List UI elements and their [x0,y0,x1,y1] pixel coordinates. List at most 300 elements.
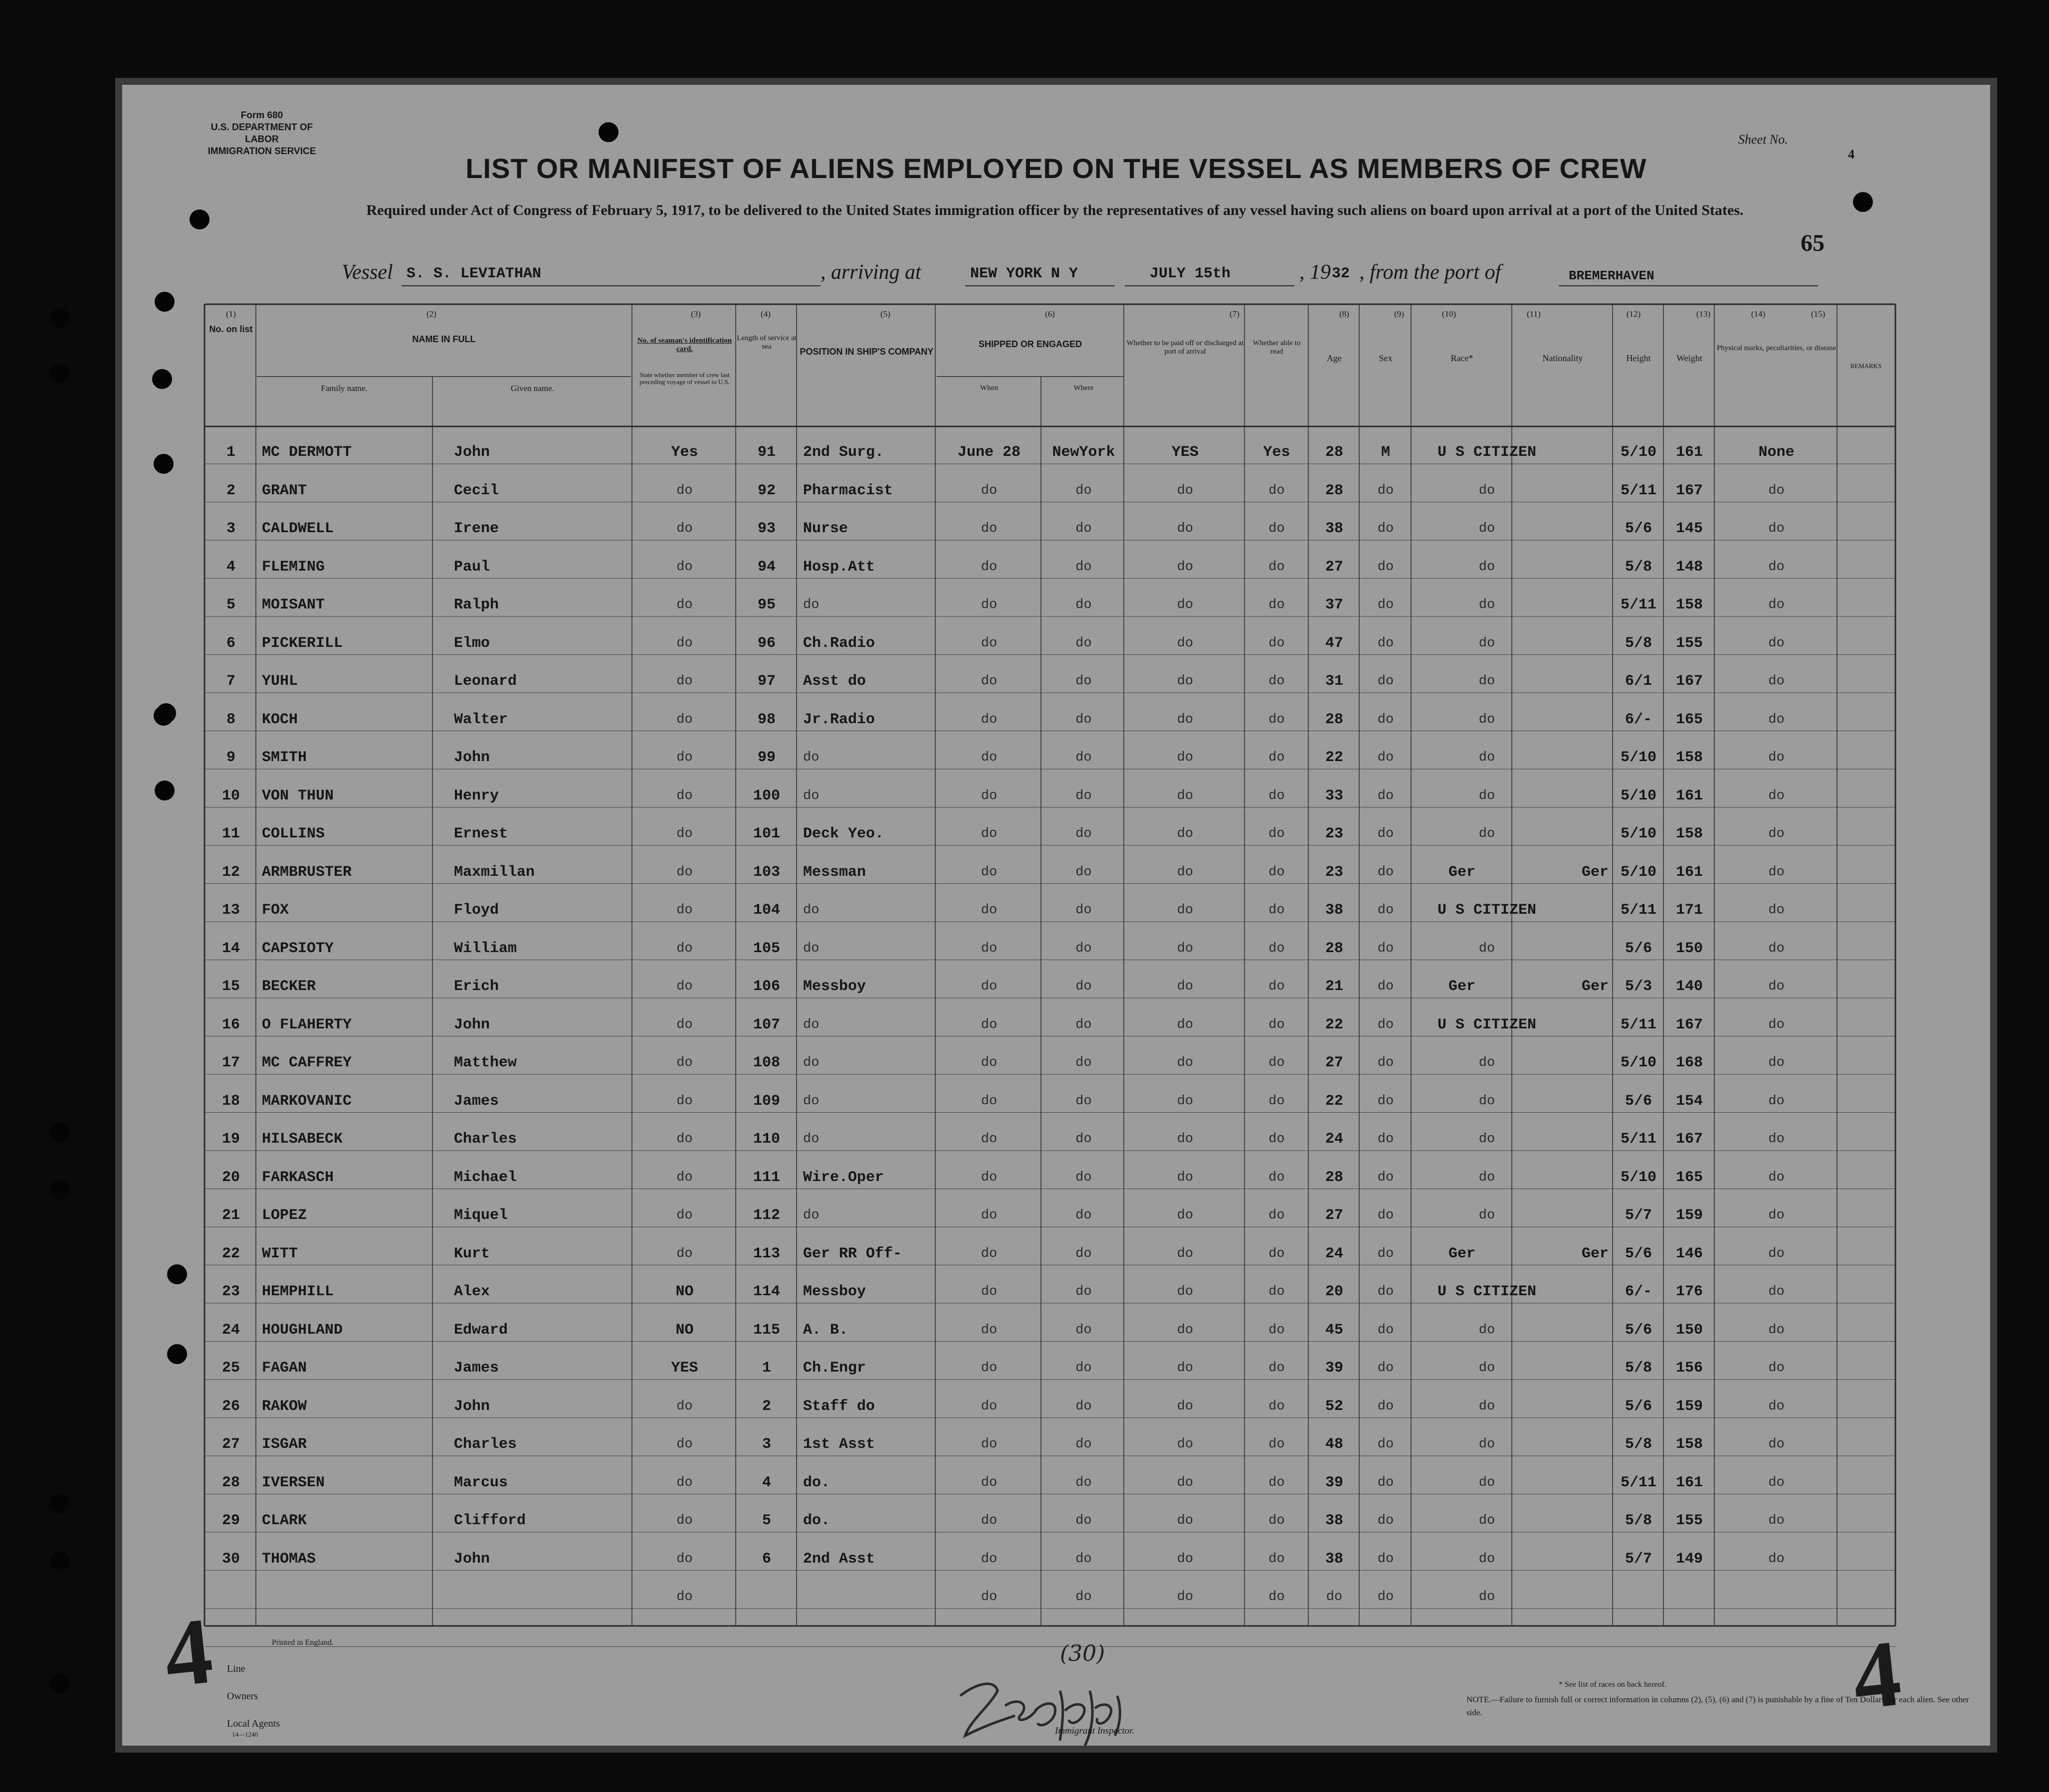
cell-height: 5/10 [1620,749,1656,766]
header-given-name: Given name. [511,384,554,393]
cell-service: 94 [757,558,776,576]
cell-service: 111 [753,1169,780,1186]
race-note: * See list of races on back hereof. [1559,1680,1666,1689]
binder-hole [50,1122,70,1142]
cell-position: do [803,750,820,765]
cell-race: do [1478,1093,1495,1109]
cell-given-name: Charles [454,1436,517,1453]
cell-no: 3 [226,520,235,537]
cell-given-name: Floyd [454,902,499,919]
cell-marks: do [1768,1093,1785,1109]
cell-age: 20 [1325,1283,1343,1300]
cell-weight: 165 [1675,711,1703,728]
cell-race: do [1478,826,1495,841]
cell-sex: do [1377,750,1394,765]
cell-family-name: MOISANT [262,597,325,613]
cell-read: do [1268,1093,1285,1109]
cell-position: Pharmacist [803,482,893,499]
cell-no: 26 [221,1397,240,1415]
cell-race: do [1478,1475,1495,1490]
cell-race: do [1478,1170,1495,1185]
departure-port-value: BREMERHAVEN [1569,268,1654,283]
cell-race: U S CITIZEN [1437,902,1537,919]
cell-paid: do [1177,750,1194,765]
cell-family-name: FAGAN [262,1360,307,1377]
cell-given-name: Irene [454,520,499,537]
cell-no: 10 [221,787,240,804]
cell-card: do [676,1055,693,1070]
cell-when: do [981,788,998,803]
cell-read: do [1268,1132,1285,1147]
cell-weight: 148 [1675,558,1703,576]
cell-sex: do [1377,1246,1394,1261]
cell-no: 15 [221,978,240,995]
cell-card: NO [675,1321,694,1339]
cell-family-name: FLEMING [262,558,325,576]
cell-read: do [1268,1208,1285,1223]
cell-family-name: CALDWELL [262,520,334,537]
cell-height: 5/10 [1620,1054,1656,1071]
cell-height: 5/10 [1620,825,1656,842]
header-shipped-engaged: SHIPPED OR ENGAGED [978,339,1082,349]
cell-paid: YES [1171,444,1199,461]
cell-read: do [1268,788,1285,803]
cell-service: 3 [762,1436,771,1453]
cell-card: do [676,903,693,918]
cell-marks: do [1768,1284,1785,1299]
cell-given-name: John [454,1550,490,1568]
cell-age: 23 [1325,863,1343,881]
colno: (6) [1045,309,1055,319]
cell-no: 18 [221,1092,240,1110]
cell-age: 39 [1325,1360,1343,1377]
cell-race: do [1478,1322,1495,1338]
cell-given-name: Maxmillan [454,863,535,881]
cell-marks: do [1768,1361,1785,1376]
cell-family-name: THOMAS [262,1550,316,1568]
cell-position: Staff do [803,1397,875,1415]
arrival-port-value: NEW YORK N Y [970,265,1078,282]
cell-weight: 161 [1675,444,1703,461]
cell-read: do [1268,712,1285,727]
cell-sex: do [1377,483,1394,498]
cell-paid: do [1177,1322,1194,1338]
cell-height: 5/10 [1620,863,1656,881]
cell-age: 37 [1325,597,1343,613]
cell-where: do [1075,1208,1092,1223]
cell-read: do [1268,1398,1285,1414]
cell-position: Wire.Oper [803,1169,884,1186]
cell-family-name: CLARK [262,1512,307,1529]
cell-card: do [676,1475,693,1490]
binder-hole [50,1673,70,1693]
cell-marks: do [1768,521,1785,536]
total-count: (30) [1060,1641,1105,1666]
cell-where: do [1075,1475,1092,1490]
cell-sex: do [1377,1170,1394,1185]
header-seamans-card: No. of seaman's identification card. [637,337,732,353]
cell-where: do [1075,1055,1092,1070]
cell-family-name: LOPEZ [262,1207,307,1224]
cell-sex: do [1377,521,1394,536]
cell-marks: do [1768,1513,1785,1528]
cell-marks: do [1768,1437,1785,1452]
cell-where: do [1075,635,1092,651]
cell-no: 30 [221,1550,240,1568]
cell-marks: do [1768,864,1785,880]
cell-position: do [803,1017,820,1032]
cell-given-name: Miquel [454,1207,508,1224]
cell-position: do. [803,1512,830,1529]
cell-when: do [981,1322,998,1338]
cell-when: do [981,941,998,956]
local-agents-label: Local Agents [227,1718,280,1729]
cell-marks: do [1768,635,1785,651]
header-position: POSITION IN SHIP'S COMPANY [800,347,934,357]
cell-race: Ger [1448,1245,1475,1262]
cell-no: 7 [226,673,235,690]
cell-service: 105 [753,940,780,957]
cell-age: 52 [1325,1397,1343,1415]
cell-marks: do [1768,1208,1785,1223]
cell-position: Messman [803,863,866,881]
colno: (10) [1441,309,1456,319]
cell-read: do [1268,483,1285,498]
cell-paid: do [1177,597,1194,612]
cell-nationality: Ger [1581,978,1609,995]
cell-where: do [1075,1017,1092,1032]
cell-sex: do [1377,1437,1394,1452]
cell-read: do [1268,635,1285,651]
department-label: U.S. DEPARTMENT OF LABOR [210,122,313,145]
cell-race: do [1478,788,1495,803]
cell-when: do [981,1246,998,1261]
cell-service: 115 [753,1321,780,1339]
cell-given-name: Erich [454,978,499,995]
cell-weight: 168 [1675,1054,1703,1071]
colno: (7) [1229,309,1239,319]
cell-height: 5/6 [1625,1245,1652,1262]
cell-race: do [1478,1437,1495,1452]
cell-paid: do [1177,979,1194,994]
cell-height: 5/11 [1620,597,1656,613]
cell-sex: do [1377,1322,1394,1338]
cell-height: 5/10 [1620,444,1656,461]
cell-when: do [981,1208,998,1223]
header-when: When [980,384,998,392]
cell-family-name: COLLINS [262,825,325,842]
page-number-left: 4 [159,1598,217,1708]
cell-sex: do [1377,559,1394,575]
cell-sex: do [1377,864,1394,880]
cell-card: do [676,712,693,727]
cell-race: do [1478,521,1495,536]
cell-service: 104 [753,902,780,919]
cell-where: do [1075,1246,1092,1261]
cell-age: 22 [1325,749,1343,766]
cell-age: 28 [1325,1169,1343,1186]
cell-weight: 161 [1675,1474,1703,1491]
cell-race: do [1478,1551,1495,1567]
cell-height: 5/3 [1625,978,1652,995]
cell-service: 95 [757,597,776,613]
cell-weight: 156 [1675,1360,1703,1377]
cell-weight: 150 [1675,940,1703,957]
cell-where: do [1075,1398,1092,1414]
header-remarks: REMARKS [1850,362,1882,370]
cell-age: 28 [1325,940,1343,957]
cell-sex: do [1377,1398,1394,1414]
cell-sex: do [1377,712,1394,727]
cell-race: do [1478,635,1495,651]
cell-card: do [676,559,693,575]
year-value: 32 [1332,265,1350,282]
cell-when: do [981,1093,998,1109]
colno: (13) [1696,309,1711,319]
cell-when: do [981,750,998,765]
cell-position: do [803,788,820,803]
cell-given-name: Leonard [454,673,517,690]
cell-race: do [1478,1590,1495,1604]
colno: (9) [1394,309,1404,319]
vessel-value: S. S. LEVIATHAN [407,265,542,282]
cell-nationality: Ger [1581,1245,1609,1262]
cell-weight: 146 [1675,1245,1703,1262]
cell-card: do [676,1208,693,1223]
cell-paid: do [1177,1017,1194,1032]
cell-read: do [1268,864,1285,880]
cell-position: Ch.Engr [803,1360,866,1377]
cell-height: 5/8 [1625,634,1652,652]
cell-service: 4 [762,1474,771,1491]
cell-service: 2 [762,1397,771,1415]
cell-service: 106 [753,978,780,995]
cell-position: Deck Yeo. [803,825,884,842]
cell-race: do [1478,1361,1495,1376]
cell-position: Ch.Radio [803,634,875,652]
cell-where: do [1075,1590,1092,1604]
cell-age: do [1326,1590,1343,1604]
cell-given-name: Cecil [454,482,499,499]
cell-read: do [1268,1590,1285,1604]
cell-height: 6/- [1625,711,1652,728]
line-label: Line [227,1663,245,1674]
cell-race: do [1478,1132,1495,1147]
cell-paid: do [1177,1398,1194,1414]
cell-read: do [1268,1322,1285,1338]
service-label: IMMIGRATION SERVICE [207,146,316,157]
cell-read: do [1268,1017,1285,1032]
cell-height: 5/10 [1620,1169,1656,1186]
cell-weight: 158 [1675,1436,1703,1453]
cell-card: do [676,1590,693,1604]
cell-race: do [1478,1055,1495,1070]
cell-position: do [803,1093,820,1109]
cell-no: 5 [226,597,235,613]
cell-read: do [1268,903,1285,918]
cell-paid: do [1177,1132,1194,1147]
cell-age: 22 [1325,1092,1343,1110]
cell-weight: 159 [1675,1207,1703,1224]
cell-where: do [1075,712,1092,727]
cell-age: 24 [1325,1131,1343,1148]
cell-when: do [981,1398,998,1414]
cell-no: 28 [221,1474,240,1491]
cell-paid: do [1177,1093,1194,1109]
cell-when: do [981,1170,998,1185]
cell-card: do [676,1398,693,1414]
from-label: , from the port of [1359,261,1501,284]
cell-weight: 158 [1675,825,1703,842]
cell-height: 5/7 [1625,1550,1652,1568]
cell-card: do [676,597,693,612]
cell-when: do [981,1475,998,1490]
cell-height: 5/6 [1625,520,1652,537]
cell-paid: do [1177,826,1194,841]
cell-sex: do [1377,597,1394,612]
cell-read: do [1268,750,1285,765]
cell-read: do [1268,1437,1285,1452]
cell-family-name: ISGAR [262,1436,307,1453]
header-name-in-full: NAME IN FULL [412,334,476,344]
cell-when: do [981,1055,998,1070]
cell-no: 19 [221,1131,240,1148]
cell-card: do [676,1093,693,1109]
cell-race: do [1478,674,1495,689]
cell-weight: 155 [1675,634,1703,652]
vessel-label: Vessel [342,261,393,284]
cell-family-name: IVERSEN [262,1474,325,1491]
cell-weight: 167 [1675,482,1703,499]
cell-position: 1st Asst [803,1436,875,1453]
cell-age: 23 [1325,825,1343,842]
cell-read: do [1268,979,1285,994]
cell-where: do [1075,483,1092,498]
cell-height: 5/11 [1620,1131,1656,1148]
cell-position: A. B. [803,1321,848,1339]
cell-sex: M [1381,444,1390,461]
cell-when: do [981,597,998,612]
cell-where: do [1075,864,1092,880]
cell-no: 16 [221,1016,240,1033]
cell-paid: do [1177,1437,1194,1452]
cell-marks: do [1768,941,1785,956]
cell-height: 5/7 [1625,1207,1652,1224]
cell-no: 9 [226,749,235,766]
cell-when: June 28 [957,444,1021,461]
header-where: Where [1073,384,1094,392]
cell-service: 110 [753,1131,780,1148]
cell-paid: do [1177,1475,1194,1490]
cell-age: 31 [1325,673,1343,690]
header-no-on-list: No. on list [209,324,253,334]
colno: (15) [1811,309,1826,319]
cell-weight: 167 [1675,1131,1703,1148]
cell-card: do [676,864,693,880]
cell-race: U S CITIZEN [1437,444,1537,461]
cell-card: do [676,979,693,994]
cell-height: 5/8 [1625,558,1652,576]
header-nationality: Nationality [1542,353,1583,363]
cell-no: 22 [221,1245,240,1262]
cell-race: U S CITIZEN [1437,1283,1537,1300]
cell-read: do [1268,559,1285,575]
cell-service: 107 [753,1016,780,1033]
cell-when: do [981,1590,998,1604]
cell-family-name: MC CAFFREY [262,1054,352,1071]
arrival-date-value: JULY 15th [1150,265,1231,282]
cell-given-name: Paul [454,558,490,576]
cell-where: do [1075,674,1092,689]
cell-marks: do [1768,1551,1785,1567]
cell-family-name: HOUGHLAND [262,1321,343,1339]
cell-where: do [1075,559,1092,575]
cell-nationality: Ger [1581,863,1609,881]
cell-marks: do [1768,1132,1785,1147]
cell-service: 108 [753,1054,780,1071]
cell-position: do [803,941,820,956]
cell-when: do [981,826,998,841]
cell-marks: do [1768,979,1785,994]
cell-when: do [981,521,998,536]
cell-weight: 161 [1675,787,1703,804]
cell-sex: do [1377,979,1394,994]
cell-sex: do [1377,635,1394,651]
cell-paid: do [1177,1361,1194,1376]
cell-where: do [1075,1284,1092,1299]
header-paid-off: Whether to be paid off or discharged at port of arrival [1126,339,1244,356]
cell-marks: None [1758,444,1795,461]
colno: (8) [1339,309,1349,319]
cell-sex: do [1377,1475,1394,1490]
cell-card: do [676,941,693,956]
form-code: 14—1240 [232,1731,258,1738]
cell-read: do [1268,1055,1285,1070]
cell-paid: do [1177,864,1194,880]
cell-given-name: Edward [454,1321,508,1339]
cell-height: 5/6 [1625,1092,1652,1110]
cell-race: do [1478,1513,1495,1528]
cell-card: do [676,635,693,651]
cell-service: 114 [753,1283,780,1300]
cell-paid: do [1177,559,1194,575]
cell-marks: do [1768,597,1785,612]
cell-age: 38 [1325,520,1343,537]
cell-service: 98 [757,711,776,728]
cell-read: do [1268,1513,1285,1528]
arriving-label: , arriving at [820,261,921,284]
cell-read: do [1268,1170,1285,1185]
cell-family-name: VON THUN [262,787,334,804]
cell-service: 103 [753,863,780,881]
cell-family-name: HILSABECK [262,1131,343,1148]
cell-paid: do [1177,635,1194,651]
cell-no: 17 [221,1054,240,1071]
cell-where: do [1075,826,1092,841]
cell-where: do [1075,941,1092,956]
cell-when: do [981,1132,998,1147]
cell-sex: do [1377,1132,1394,1147]
cell-given-name: John [454,749,490,766]
header-family-name: Family name. [321,384,368,393]
cell-card: do [676,1246,693,1261]
cell-read: do [1268,1284,1285,1299]
cell-paid: do [1177,1246,1194,1261]
cell-sex: do [1377,903,1394,918]
document-subtitle: Required under Act of Congress of February 5, 1917, to be delivered to the United States immigration officer by the representatives of any vessel having such aliens on board upon arrival at a port of the United States. [366,202,1744,218]
cell-paid: do [1177,788,1194,803]
cell-no: 20 [221,1169,240,1186]
